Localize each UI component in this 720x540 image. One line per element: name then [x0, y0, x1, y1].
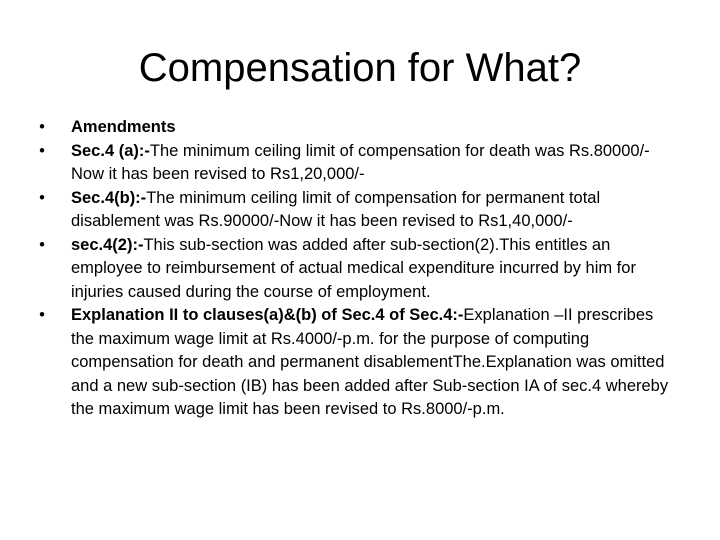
bullet-lead: Amendments	[71, 118, 176, 136]
bullet-lead: sec.4(2):-	[71, 235, 144, 254]
bullet-icon: •	[39, 235, 45, 254]
bullet-item-sec4b	[36, 187, 676, 234]
bullet-text: This sub-section was added after sub-section(2).This entitles an employee to reimbursement of actual medical expenditure incurred by him for injuries caused during the course of employment.	[71, 235, 636, 301]
bullet-text: The minimum ceiling limit of compensation for permanent total disablement was Rs.90000/-Now it has been revised to Rs1,40,000/-	[71, 188, 601, 230]
bullet-item-amendments	[36, 116, 676, 140]
bullet-icon: •	[39, 118, 45, 136]
slide-title: Compensation for What?	[138, 46, 582, 90]
bullet-text: Explanation –II prescribes the maximum wage limit at Rs.4000/-p.m. for the purpose of computing compensation for death and permanent disablementThe.Explanation was omitted and a new sub-section (IB) has been added after Sub-section IA of sec.4 whereby the maximum wage limit has been revised to Rs.8000/-p.m.	[71, 306, 669, 418]
bullet-item-sec4a	[36, 140, 676, 187]
bullet-lead: Sec.4(b):-	[71, 188, 147, 207]
bullet-icon: •	[39, 306, 45, 324]
bullet-list	[36, 116, 676, 422]
bullet-item-sec4-2	[36, 234, 676, 305]
bullet-item-explanation-ii	[36, 304, 676, 422]
bullet-icon: •	[39, 141, 45, 160]
bullet-lead: Explanation II to clauses(a)&(b) of Sec.4 of Sec.4:-	[71, 306, 464, 324]
bullet-text: The minimum ceiling limit of compensation for death was Rs.80000/-Now it has been revised to Rs1,20,000/-	[71, 141, 650, 183]
bullet-lead: Sec.4 (a):-	[71, 141, 150, 160]
bullet-icon: •	[39, 188, 45, 207]
